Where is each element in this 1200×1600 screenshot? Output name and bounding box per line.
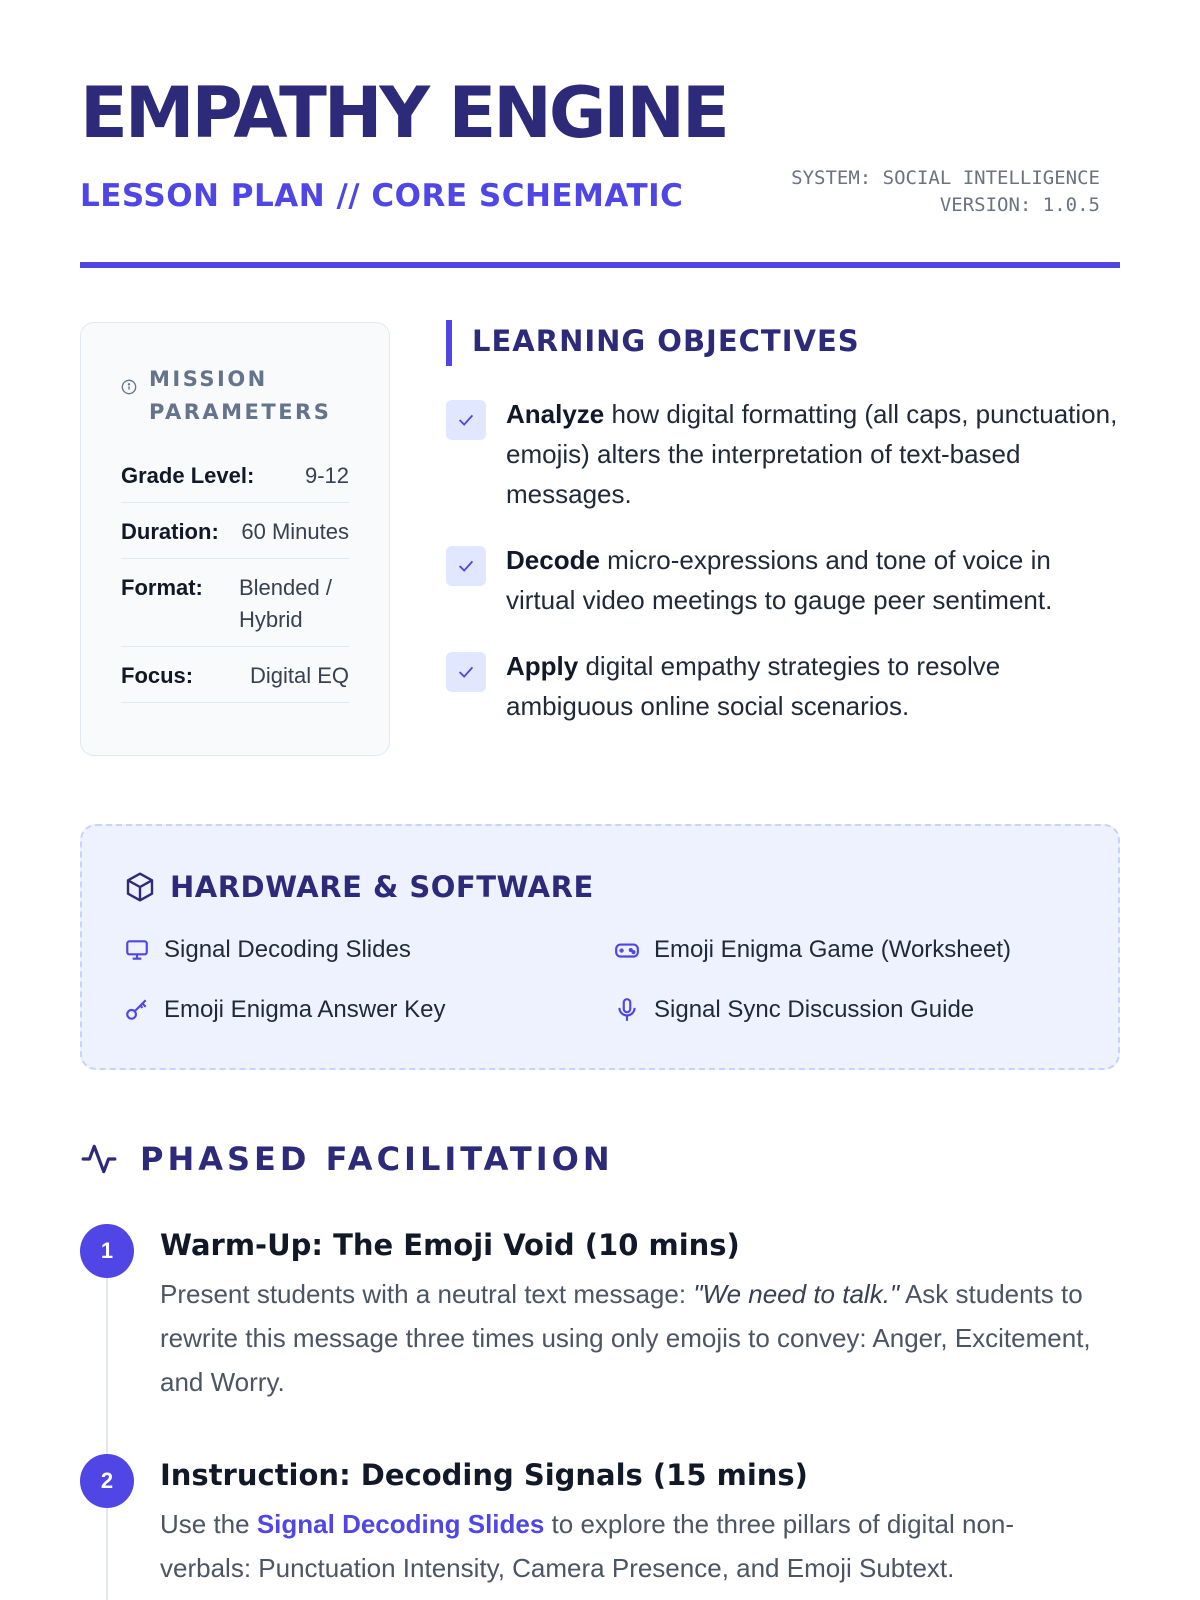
step-quote: "We need to talk." (693, 1279, 900, 1309)
param-key: Format: (121, 575, 203, 600)
param-focus (121, 647, 349, 703)
material-label: Emoji Enigma Game (Worksheet) (654, 936, 1011, 963)
objective-verb: Apply (506, 651, 579, 681)
material-item[interactable] (124, 936, 411, 964)
step-text: Use the (160, 1509, 257, 1539)
key-icon (124, 997, 150, 1023)
objective-text (506, 540, 1120, 620)
step-text: Present students with a neutral text message: (160, 1279, 694, 1309)
step-text: to explore the three pillars of digital non-verbals: Punctuation Intensity, Camera Presence, and Emoji Subtext. (160, 1509, 1015, 1583)
step-description (160, 1502, 1100, 1590)
objective-text (506, 646, 1120, 726)
objectives-accent-bar (446, 320, 452, 366)
step-number-badge: 2 (80, 1454, 134, 1508)
timeline-line (106, 1250, 108, 1600)
mission-parameters-card (80, 322, 390, 756)
objectives-list (446, 394, 1120, 752)
step-title: Instruction: Decoding Signals (15 mins) (160, 1458, 808, 1492)
gamepad-icon (614, 937, 640, 963)
param-value: 60 Minutes (241, 519, 349, 544)
system-label: SYSTEM: SOCIAL INTELLIGENCE (791, 167, 1100, 189)
step-text: Ask students to rewrite this message three times using only emojis to convey: Anger, Excitement, and Worry. (160, 1279, 1091, 1397)
objective-item (446, 646, 1120, 726)
objective-description: micro-expressions and tone of voice in virtual video meetings to gauge peer sentiment. (506, 545, 1053, 615)
material-item[interactable] (614, 936, 1011, 964)
param-format (121, 559, 349, 647)
param-value: Digital EQ (249, 663, 349, 688)
objective-description: digital empathy strategies to resolve ambiguous online social scenarios. (506, 651, 1001, 721)
material-label: Emoji Enigma Answer Key (164, 996, 446, 1023)
objective-verb: Analyze (506, 399, 605, 429)
material-label: Signal Decoding Slides (164, 936, 411, 963)
check-icon (446, 400, 486, 440)
param-grade-level (121, 447, 349, 503)
objective-item (446, 540, 1120, 620)
objective-text (506, 394, 1120, 514)
material-label: Signal Sync Discussion Guide (654, 996, 975, 1023)
objective-description: how digital formatting (all caps, punctuation, emojis) alters the interpretation of text-based messages. (506, 399, 1118, 509)
material-item[interactable] (614, 996, 974, 1024)
microphone-icon (614, 997, 640, 1023)
param-duration (121, 503, 349, 559)
material-item[interactable] (124, 996, 445, 1024)
version-label: VERSION: 1.0.5 (939, 194, 1100, 216)
page-subtitle: LESSON PLAN // CORE SCHEMATIC (80, 178, 684, 214)
step-title: Warm-Up: The Emoji Void (10 mins) (160, 1228, 740, 1262)
objectives-title: LEARNING OBJECTIVES (472, 324, 860, 358)
check-icon (446, 546, 486, 586)
mission-title: MISSION PARAMETERS (149, 367, 332, 424)
hardware-software-panel (80, 824, 1120, 1070)
hardware-title: HARDWARE & SOFTWARE (170, 870, 594, 904)
param-value: Blended / Hybrid (239, 575, 332, 632)
box-icon (124, 871, 156, 903)
objective-item (446, 394, 1120, 514)
step-number-badge: 1 (80, 1224, 134, 1278)
signal-decoding-slides-link[interactable]: Signal Decoding Slides (256, 1509, 545, 1539)
phased-facilitation-header (80, 1140, 614, 1178)
step-description (160, 1272, 1100, 1404)
info-icon (121, 379, 137, 395)
param-key: Focus: (121, 663, 194, 688)
param-value: 9-12 (304, 463, 349, 488)
param-key: Duration: (121, 519, 219, 544)
objective-verb: Decode (506, 545, 600, 575)
monitor-icon (124, 937, 150, 963)
activity-icon (80, 1140, 118, 1178)
page-title: EMPATHY ENGINE (80, 72, 727, 154)
system-meta (791, 165, 1100, 219)
header-divider (80, 262, 1120, 268)
param-key: Grade Level: (121, 463, 255, 488)
check-icon (446, 652, 486, 692)
phased-title: PHASED FACILITATION (140, 1140, 614, 1178)
